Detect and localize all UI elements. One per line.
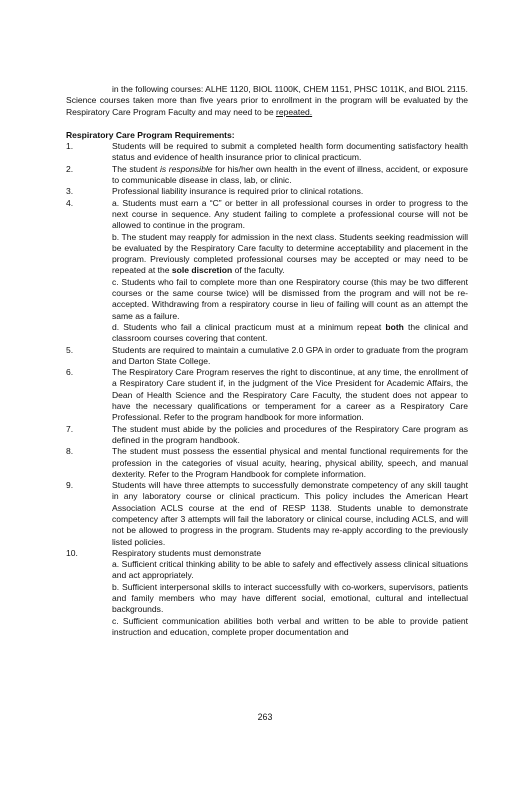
item-number: 5. xyxy=(66,344,74,355)
page-content xyxy=(66,84,468,638)
item-lead: Respiratory students must demonstrate xyxy=(112,547,262,558)
requirement-8 xyxy=(66,446,468,480)
item-text: The student must abide by the policies and procedures of the Respiratory Care program as defined in the program handbook. xyxy=(112,423,468,445)
subpart-c: c. Sufficient communication abilities both verbal and written to be able to provide patient instruction and education, complete proper documentation and xyxy=(112,615,468,637)
subpart-d xyxy=(112,322,468,345)
subpart-b-end: of the faculty. xyxy=(232,265,285,276)
subpart-a: a. Sufficient critical thinking ability to be able to safely and effectively assess clinical situations and act appropriately. xyxy=(112,559,468,581)
science-courses-text: Science courses taken more than five years prior to enrollment in the program will be evaluated by the Respiratory Care Program Faculty and may need to be xyxy=(66,95,468,117)
item-number: 7. xyxy=(66,423,74,434)
item-text: The student must possess the essential physical and mental functional requirements for the profession in the categories of visual acuity, hearing, physical ability, speech, and manual dexterity. Refer to the Program Handbook for complete information. xyxy=(112,446,468,479)
requirement-6 xyxy=(66,367,468,423)
item-number: 10. xyxy=(66,547,78,558)
subpart-b-text: b. The student may reapply for admission in the next class. Students seeking readmission will be evaluated by the Respiratory Care faculty to determine acceptability and placement in the program. Previously completed professional courses may be accepted or may need to be repeated at the xyxy=(112,231,468,276)
requirement-3 xyxy=(66,186,468,197)
page-number: 263 xyxy=(257,712,273,722)
item-text-pre: The student xyxy=(112,163,160,174)
subpart-c: c. Students who fail to complete more than one Respiratory course (this may be two different courses or the same course twice) will be dismissed from the program and will not be re-accepted. Withdrawing from a respiratory course in lieu of failing will count as an attempt the same as a failure. xyxy=(112,276,468,321)
item-text-post: for his/her own health in the event of illness, accident, or exposure to communicable disease in class, lab, or clinic. xyxy=(112,163,468,186)
courses-line: in the following courses: ALHE 1120, BIOL 1100K, CHEM 1151, PHSC 1011K, and BIOL 2115. xyxy=(112,84,468,94)
requirement-9 xyxy=(66,480,468,548)
item-subparts xyxy=(112,198,468,345)
item-number: 1. xyxy=(66,141,74,152)
item-number: 2. xyxy=(66,163,74,174)
subpart-b: b. Sufficient interpersonal skills to interact successfully with co-workers, supervisors, patients and family members who may have different social, emotional, cultural and intellectual backgrounds. xyxy=(112,581,468,615)
requirement-2 xyxy=(66,164,468,187)
item-number: 9. xyxy=(66,480,74,491)
requirement-4 xyxy=(66,198,468,345)
requirement-10 xyxy=(66,548,468,638)
item-number: 8. xyxy=(66,446,74,457)
both-bold: both xyxy=(385,321,404,332)
subpart-a: a. Students must earn a “C” or better in all professional courses in order to progress to the next course in sequence. Any student failing to complete a professional course will not be allowed to continue in the program. xyxy=(112,197,468,231)
subpart-b xyxy=(112,232,468,277)
item-text xyxy=(112,164,468,187)
repeated-underlined: repeated. xyxy=(275,106,313,117)
item-number: 4. xyxy=(66,197,74,208)
subpart-d-end: the clinical and classroom courses covering that content. xyxy=(112,321,468,344)
item-text-emphasis: is responsible xyxy=(159,163,213,174)
item-number: 6. xyxy=(66,367,74,378)
item-text: Students will have three attempts to successfully demonstrate competency of any skill taught in any laboratory course or clinical practicum. This policy includes the American Heart Association ACLS course at the end of RESP 1138. Students unable to demonstrate competency after 3 attempts will fail the laboratory or clinical course, including ACLS, and will not be allowed to progress in the program. Students may re-apply according to the previously listed policies. xyxy=(112,480,468,547)
requirement-5 xyxy=(66,345,468,368)
requirement-1 xyxy=(66,141,468,164)
item-subparts xyxy=(112,548,468,638)
item-text: Students are required to maintain a cumulative 2.0 GPA in order to graduate from the program and Darton State College. xyxy=(112,344,468,366)
subpart-d-text: d. Students who fail a clinical practicum must at a minimum repeat xyxy=(112,321,386,332)
item-text: Professional liability insurance is required prior to clinical rotations. xyxy=(112,186,364,197)
requirement-7 xyxy=(66,424,468,447)
item-text: Students will be required to submit a completed health form documenting satisfactory health status and evidence of health insurance prior to clinical practicum. xyxy=(112,141,468,163)
item-text: The Respiratory Care Program reserves the right to discontinue, at any time, the enrollment of a Respiratory Care student if, in the judgment of the Vice President for Academic Affairs, the Dean of Health Science and the Respiratory Care Faculty, the student does not appear to have the necessary qualifications or temperament for a career as a Respiratory Care Professional. Refer to the program handbook for more information. xyxy=(112,367,468,423)
requirements-heading: Respiratory Care Program Requirements: xyxy=(66,129,235,140)
science-courses-paragraph xyxy=(66,95,468,118)
item-number: 3. xyxy=(66,186,74,197)
sole-discretion-bold: sole discretion xyxy=(171,265,233,276)
